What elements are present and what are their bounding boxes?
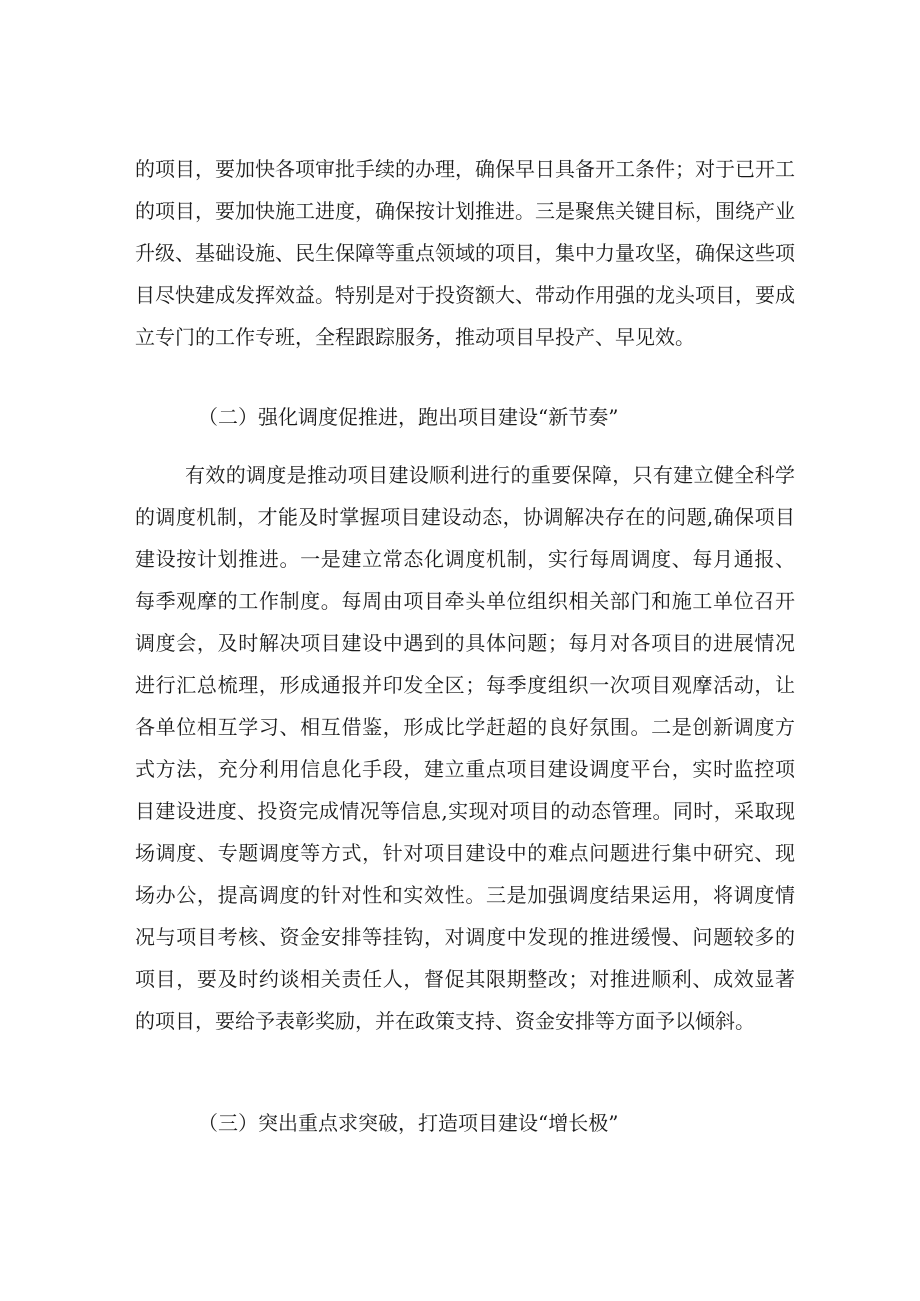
paragraph-line: 有效的调度是推动项目建设顺利进行的重要保障，只有建立健全科学 (185, 463, 795, 487)
paragraph-line: 式方法，充分利用信息化手段，建立重点项目建设调度平台，实时监控项 (135, 757, 795, 781)
paragraph-line: 的调度机制，才能及时掌握项目建设动态，协调解决存在的问题,确保项目 (135, 505, 795, 529)
paragraph-line: 调度会，及时解决项目建设中遇到的具体问题；每月对各项目的进展情况 (135, 631, 795, 655)
paragraph-line: 的项目，要加快各项审批手续的办理，确保早日具备开工条件；对于已开工 (135, 157, 795, 181)
section-heading-2: （二）强化调度促推进，跑出项目建设“新节奏” (198, 405, 619, 429)
paragraph-line: 目建设进度、投资完成情况等信息,实现对项目的动态管理。同时，采取现 (135, 799, 795, 823)
paragraph-line: 况与项目考核、资金安排等挂钩，对调度中发现的推进缓慢、问题较多的 (135, 925, 795, 949)
paragraph-line: 场调度、专题调度等方式，针对项目建设中的难点问题进行集中研究、现 (135, 841, 795, 865)
paragraph-line: 升级、基础设施、民生保障等重点领域的项目，集中力量攻坚，确保这些项 (135, 241, 795, 265)
paragraph-line: 建设按计划推进。一是建立常态化调度机制，实行每周调度、每月通报、 (135, 547, 795, 571)
paragraph-line: 目尽快建成发挥效益。特别是对于投资额大、带动作用强的龙头项目，要成 (135, 283, 795, 307)
paragraph-line: 每季观摩的工作制度。每周由项目牵头单位组织相关部门和施工单位召开 (135, 589, 795, 613)
paragraph-line: 立专门的工作专班，全程跟踪服务，推动项目早投产、早见效。 (135, 325, 695, 349)
paragraph-line: 的项目，要加快施工进度，确保按计划推进。三是聚焦关键目标，围绕产业 (135, 199, 795, 223)
paragraph-line: 进行汇总梳理，形成通报并印发全区；每季度组织一次项目观摩活动，让 (135, 673, 795, 697)
paragraph-line: 项目，要及时约谈相关责任人，督促其限期整改；对推进顺利、成效显著 (135, 967, 795, 991)
paragraph-line: 的项目，要给予表彰奖励，并在政策支持、资金安排等方面予以倾斜。 (135, 1009, 755, 1033)
paragraph-line: 场办公，提高调度的针对性和实效性。三是加强调度结果运用，将调度情 (135, 883, 795, 907)
section-heading-3: （三）突出重点求突破，打造项目建设“增长极” (198, 1111, 619, 1135)
paragraph-line: 各单位相互学习、相互借鉴，形成比学赶超的良好氛围。二是创新调度方 (135, 715, 795, 739)
